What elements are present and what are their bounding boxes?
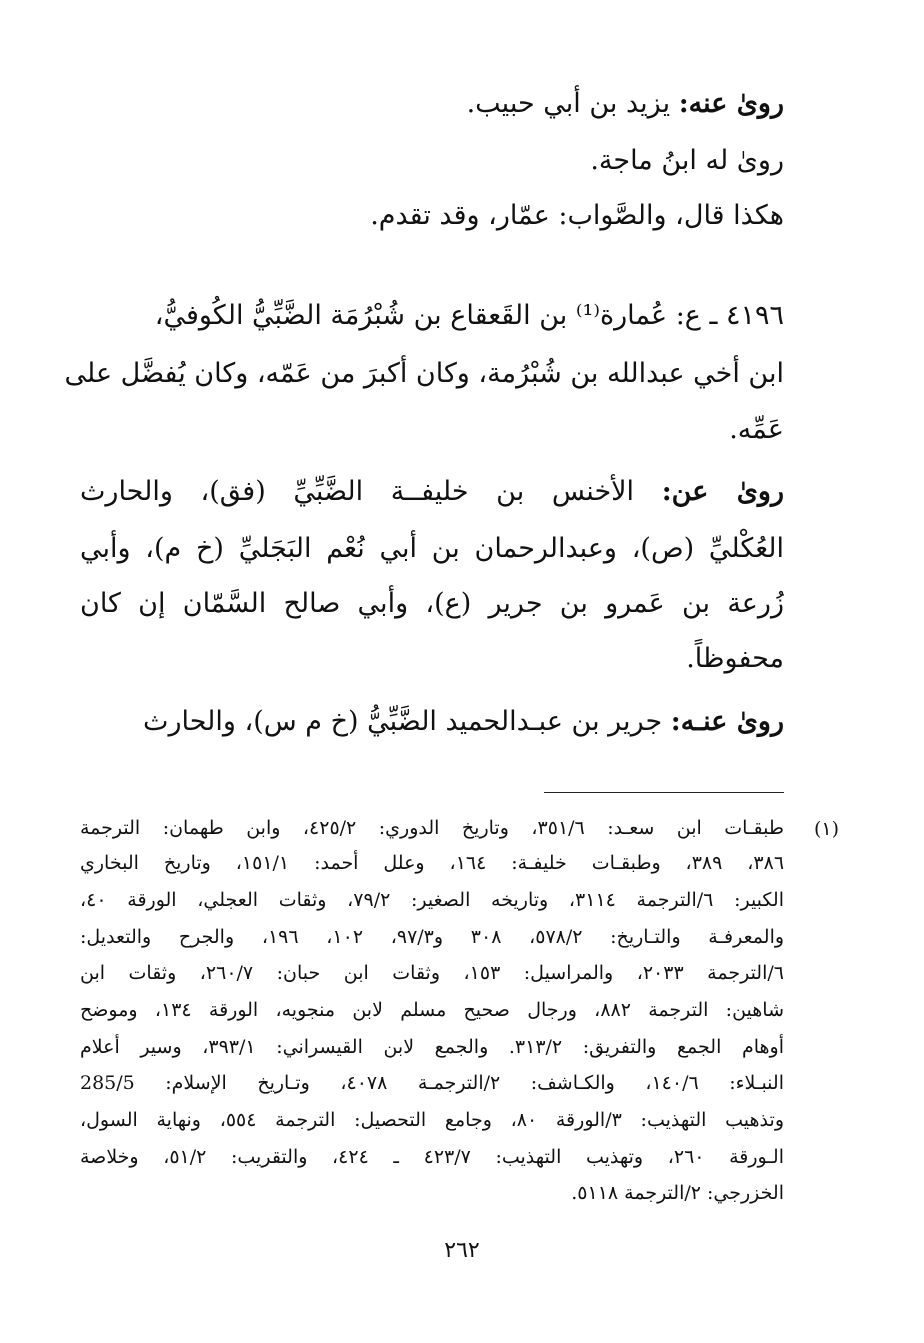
entry-line-3: عَمِّه. xyxy=(729,414,784,445)
entry-line-2: ابن أخي عبدالله بن شُبْرُمة، وكان أكبرَ من عَمّه، وكان يُفضَّل على xyxy=(64,358,784,389)
footnote-line: الكبير: ٦/الترجمة ٣١١٤، وتاريخه الصغير: ٧٩/٢، وثقات العجلي، الورقة ٤٠، xyxy=(80,889,784,911)
narrators-from-him-line xyxy=(80,88,784,119)
footnote-line: الخزرجي: ٢/الترجمة ٥١١٨. xyxy=(571,1182,784,1204)
footnote-line: والمعرفـة والتـاريخ: ٥٧٨/٢، ٣٠٨ و٩٧/٣، ١٠٢، ١٩٦، والجرح والتعديل: xyxy=(80,926,785,948)
narrated-from-line-1 xyxy=(80,476,784,507)
footnote-line: أوهام الجمع والتفريق: ٣١٣/٢. والجمع لابن القيسراني: ٣٩٣/١، وسير أعلام xyxy=(80,1036,785,1058)
footnote-line: ٦/الترجمة ٢٠٣٣، والمراسيل: ١٥٣، وثقات ابن حبان: ٢٦٠/٧، وثقات ابن xyxy=(80,962,784,984)
narrated-from-line-4: محفوظاً. xyxy=(686,643,784,674)
narrated-from-him-line xyxy=(80,706,784,737)
narrated-from-him-label: روىٰ عنه: xyxy=(678,88,784,119)
footnote-line: طبقـات ابن سعـد: ٣٥١/٦، وتاريخ الدوري: ٤٢٥/٢، وابن طهمان: الترجمة xyxy=(80,817,785,839)
page-number: ٢٦٢ xyxy=(444,1238,480,1263)
footnote-line: النبـلاء: ١٤٠/٦، والكـاشف: ٢/الترجمـة ٤٠٧٨، وتـاريخ الإسلام: 285/5 xyxy=(80,1072,784,1094)
narrated-by-ibn-majah-line: روىٰ له ابنُ ماجة. xyxy=(590,145,784,176)
narrated-from-him-text-2: جرير بن عبـدالحميد الضَّبِّيُّ (خ م س)، والحارث xyxy=(143,706,663,737)
footnote-line: وتذهيب التهذيب: ٣/الورقة ٨٠، وجامع التحصيل: الترجمة ٥٥٤، ونهاية السول، xyxy=(80,1109,784,1131)
footnote-marker: (١) xyxy=(813,818,839,840)
narrated-from-him-text: يزيد بن أبي حبيب. xyxy=(466,88,671,119)
entry-heading-line: ٤١٩٦ ـ ع: عُمارة⁽¹⁾ بن القَعقاع بن شُبْرُمَة الضَّبِّيُّ الكُوفيُّ، xyxy=(154,300,784,331)
correction-note-line: هكذا قال، والصَّواب: عمّار، وقد تقدم. xyxy=(370,200,784,231)
footnote-line: ٣٨٦، ٣٨٩، وطبقـات خليفـة: ١٦٤، وعلل أحمد: ١٥١/١، وتاريخ البخاري xyxy=(80,852,785,874)
narrated-from-text: الأخنس بن خليفــة الضَّبِّيِّ (فق)، والحارث xyxy=(80,476,635,507)
footnote-line: الـورقة ٢٦٠، وتهذيب التهذيب: ٤٢٣/٧ ـ ٤٢٤، والتقريب: ٥١/٢، وخلاصة xyxy=(80,1146,784,1168)
narrated-from-him-label-2: روىٰ عنـه: xyxy=(670,706,784,737)
footnote-line: شاهين: الترجمة ٨٨٢، ورجال صحيح مسلم لابن منجويه، الورقة ١٣٤، وموضح xyxy=(80,999,785,1021)
narrated-from-line-3: زُرعة بن عَمرو بن جرير (ع)، وأبي صالح السَّمّان إن كان xyxy=(80,588,784,619)
narrated-from-label: روىٰ عن: xyxy=(661,476,784,507)
footnote-separator xyxy=(544,792,784,793)
narrated-from-line-2: العُكْليِّ (ص)، وعبدالرحمان بن أبي نُعْم البَجَليِّ (خ م)، وأبي xyxy=(80,533,784,564)
